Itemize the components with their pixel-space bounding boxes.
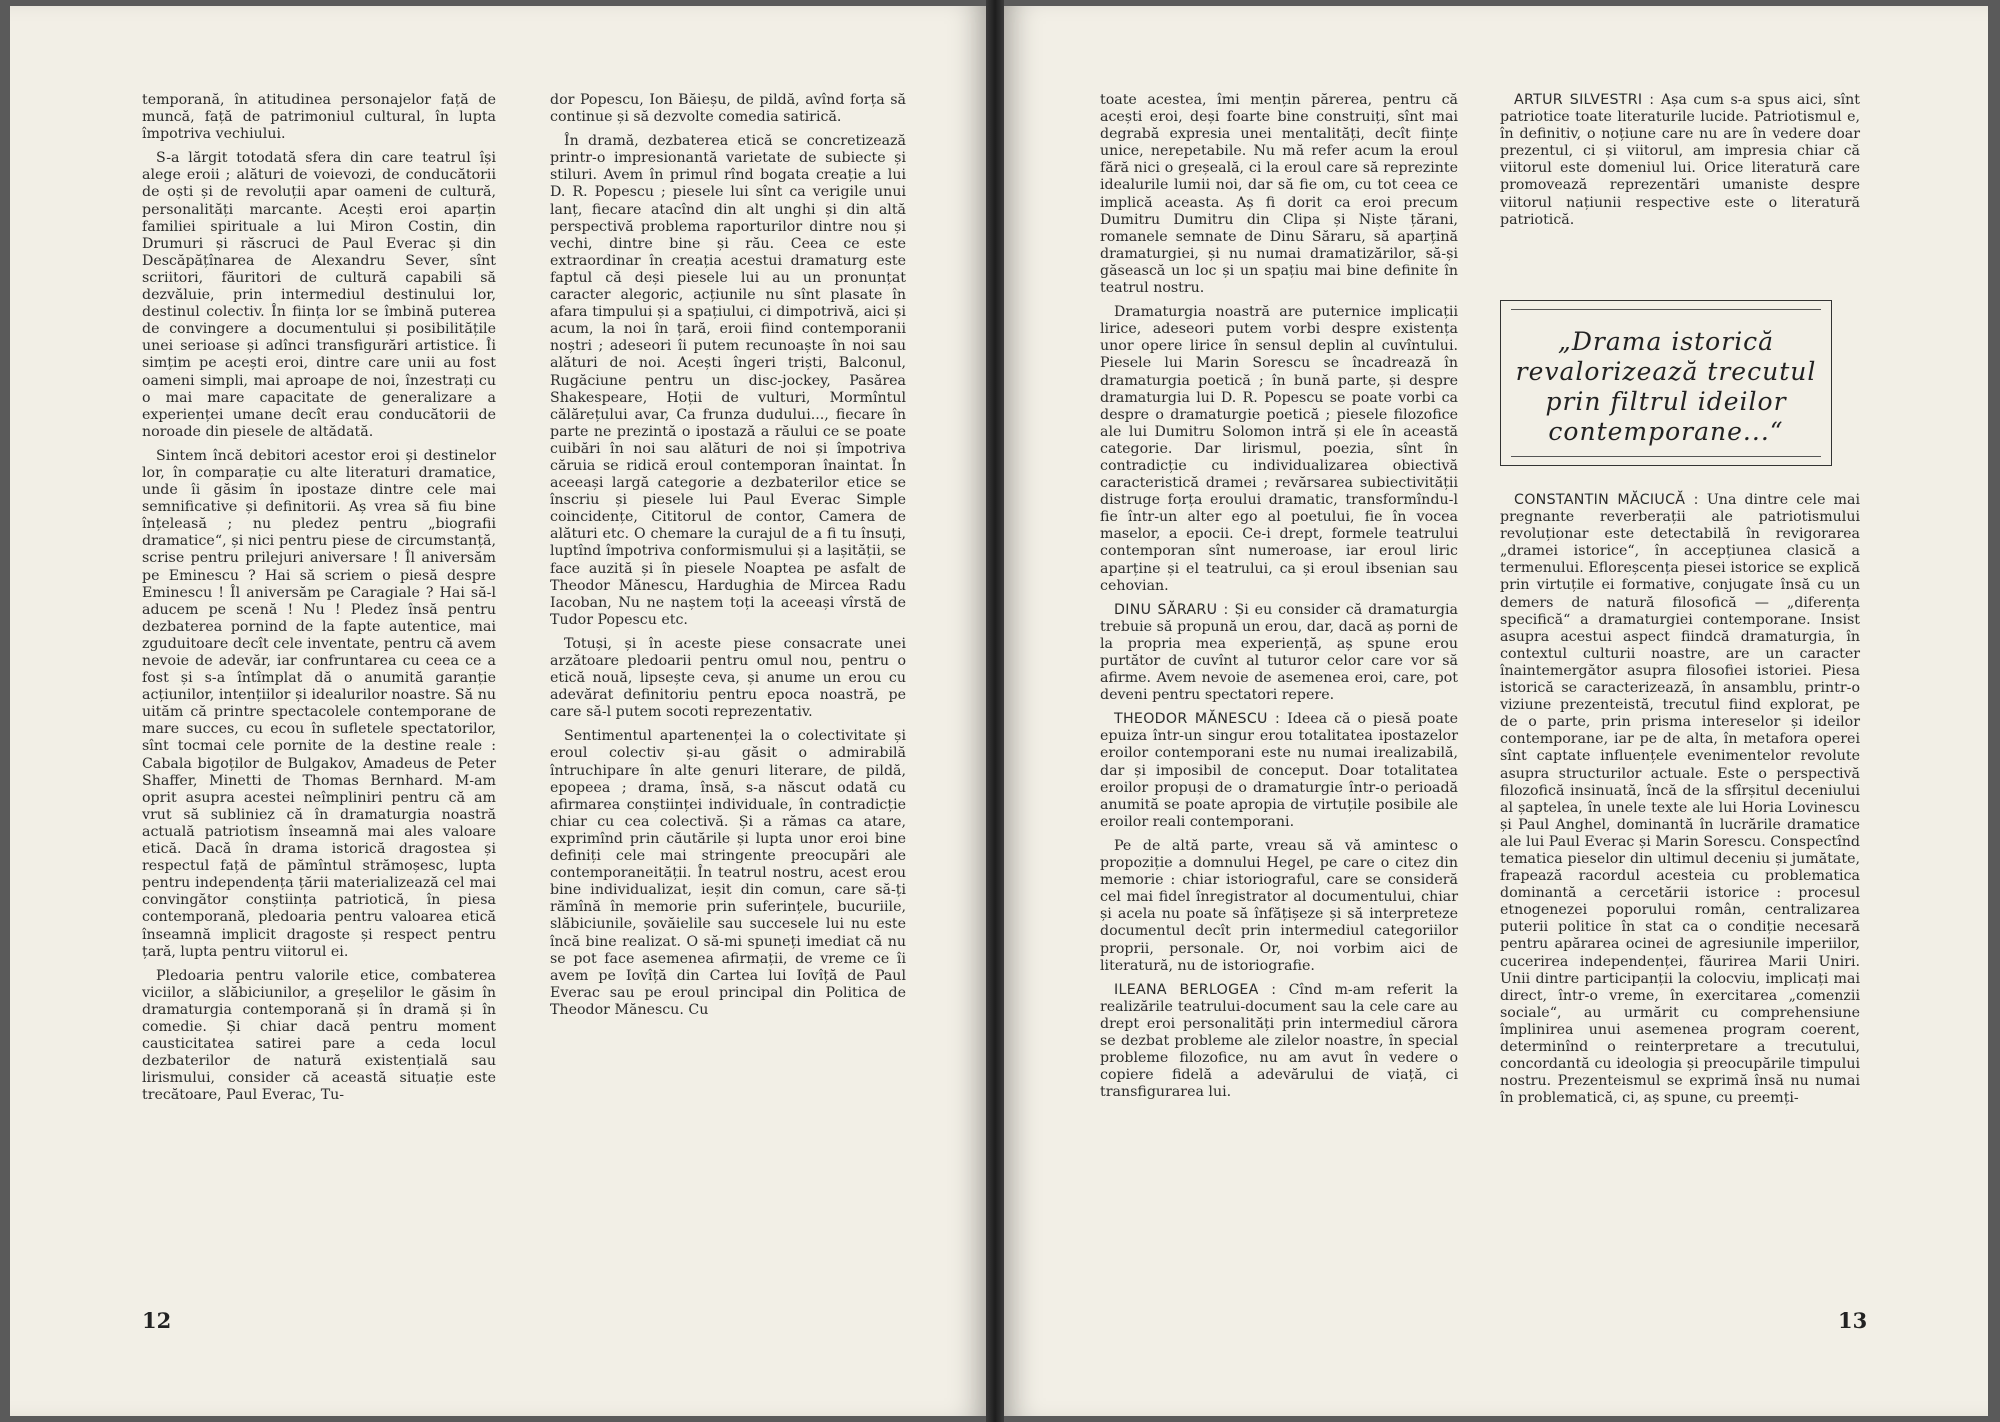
page-number-right: 13 [1838,1308,1868,1333]
speaker-name: THEODOR MĂNESCU : [1114,711,1281,728]
book-gutter [986,0,1004,1422]
speaker-name: ILEANA BERLOGEA : [1114,981,1277,998]
speaker-name: ARTUR SILVESTRI : [1514,92,1655,108]
speaker-text: Pe de altă parte, vreau să vă amintesc o propoziție a domnului Hegel, pe care o citez din memorie : chiar istoriograful, care se consideră cel mai fidel înregistrator al documentului, chiar și acela nu poate să înfățișeze și să interpreteze documentul decît prin intermediul categoriilor proprii, personale. Or, noi vorbim aici de literatură, nu de istoriografie. [1100,837,1458,974]
pull-quote: „Drama istorică revalorizează trecutul prin filtrul ideilor contemporane...“ [1515,327,1817,446]
speaker-text: Cînd m-am referit la realizările teatrului-document sau la cele care au drept eroi personalități prin intermediul cărora se dezbat probleme ale zilelor noastre, în special probleme filozofice, nu am avut în vedere o copiere fidelă a adevărului de viață, ci transfigurarea lui. [1100,981,1458,1101]
right-page-column-2-bottom [1500,492,1860,1114]
paragraph: Totuși, și în aceste piese consacrate unei arzătoare pledoarii pentru omul nou, pentru o etică nouă, lipsește ceva, și anume un erou cu adevărat definitoriu pentru epoca noastră, pe care să-l putem socoti reprezentativ. [550,635,906,721]
speaker-text: Și eu consider că dramaturgia trebuie să propună un erou, dar, dacă aș porni de la propria mea experiență, aș spune erou purtător de cuvînt al tuturor celor care vor să afirme. Avem nevoie de asemenea eroi, care, pot deveni pentru spectatori repere. [1100,601,1459,704]
paragraph: S-a lărgit totodată sfera din care teatrul își alege eroii ; alături de voievozi, de conducătorii de oști și de revoluții apar oameni de cultură, personalități marcante. Acești eroi aparțin familiei spirituale a lui Miron Costin, din Drumuri și răscruci de Paul Everac și din Descăpățînarea de Alexandru Sever, sînt scriitori, făuritori de cultură capabili să dezvăluie, prin intermediul destinului lor, destinul colectiv. În ființa lor se îmbină puterea de convingere a documentului și posibilitățile unei serioase și adînci transfigurări artistice. Îi simțim pe acești eroi, dintre care unii au fost oameni simpli, mai aproape de noi, înzestrați cu o mai mare capacitate de generalizare a experienței umane decît erau conducătorii de noroade din piesele de altădată. [142,150,496,440]
paragraph: Dramaturgia noastră are puternice implicații lirice, adeseori putem vorbi despre existența unor opere lirice în sensul deplin al cuvîntului. Piesele lui Marin Sorescu se încadrează în dramaturgia poetică ; în bună parte, și despre dramaturgia lui D. R. Popescu se poate vorbi ca despre o dramaturgie poetică ; piesele filozofice ale lui Dumitru Solomon intră și ele în această categorie. Dar lirismul, poezia, sînt în contradicție cu individualizarea obiectivă caracteristică dramei ; revărsarea subiectivității distruge forța eroului dramatic, transformîndu-l fie într-un alter ego al poetului, fie în vocea maselor, a epocii. Ce-i drept, formele teatrului contemporan sînt numeroase, iar eroul liric aparține și el teatrului, ca și eroul ibsenian sau cehovian. [1100,304,1458,594]
page-number-left: 12 [142,1308,172,1333]
left-page-column-1 [142,92,496,1111]
paragraph: toate acestea, îmi mențin părerea, pentru că acești eroi, deși foarte bine construiți, sînt mai degrabă expresia unei mentalități, decît ființe unice, nerepetabile. Nu mă refer acum la eroul fără nici o greșeală, ci la eroul care să reprezinte idealurile lumii noi, dar să fie om, cu tot ceea ce implică aceasta. Aș fi dorit ca eroi precum Dumitru Dumitru din Clipa și Niște țărani, romanele semnate de Dinu Săraru, să aparțină dramaturgiei, și nu numai dramatizărilor, să-și găsească un loc și un spațiu mai bine definite în teatrul nostru. [1100,92,1458,297]
paragraph: Pledoaria pentru valorile etice, combaterea viciilor, a slăbiciunilor, a greșelilor le găsim în dramaturgia contemporană și în dramă și în comedie. Și chiar dacă pentru moment causticitatea satirei pare a ceda locul dezbaterilor de natură existențială sau lirismului, consider că această situație este trecătoare, Paul Everac, Tu- [142,967,496,1104]
speaker-paragraph [1500,92,1860,229]
paragraph: Sintem încă debitori acestor eroi și destinelor lor, în comparație cu alte literaturi dramatice, unde îi găsim în ipostaze dintre cele mai semnificative și definitorii. Aș vrea să fiu bine înțeleasă ; nu pledez pentru „biografii dramatice“, și nici pentru piese de circumstanță, scrise pentru prilejuri aniversare ! Îl aniversăm pe Eminescu ? Hai să scriem o piesă despre Eminescu ! Îl aniversăm pe Caragiale ? Hai să-l aducem pe scenă ! Nu ! Pledez însă pentru dezbaterea pornind de la fapte autentice, mai zguduitoare decît cele inventate, pentru că avem nevoie de adevăr, iar confruntarea cu ceea ce a fost și s-a întîmplat dă o anumită garanție acțiunilor, intențiilor și idealurilor noastre. Să nu uităm că printre spectacolele contemporane de mare succes, cu ecou în sufletele spectatorilor, sînt tocmai cele pornite de la destine reale : Cabala bigoților de Bulgakov, Amadeus de Peter Shaffer, Minetti de Thomas Bernhard. M-am oprit asupra acestei neîmpliniri pentru că am vrut să subliniez că în dramaturgia noastră actuală patriotism înseamnă mai ales valoare etică. Dacă în drama istorică dragostea și respectul față de pămîntul strămoșesc, lupta pentru independența țării materializează cel mai convingător conștiința patriotică, în piesa contemporană, pledoaria pentru valoarea etică înseamnă implicit dragoste și respect pentru țară, lupta pentru viitorul ei. [142,447,496,960]
paragraph: temporană, în atitudinea personajelor față de muncă, față de patrimoniul cultural, în lupta împotriva vechiului. [142,92,496,143]
right-page-column-2-top [1500,92,1860,236]
speaker-name: DINU SĂRARU : [1114,601,1229,618]
speaker-text: Așa cum s-a spus aici, sînt patriotice toate literaturile lucide. Patriotismul e, în definitiv, o noțiune care nu are în vedere doar prezentul, ci și viitorul, am impresia chiar că viitorul este domeniul lui. Orice literatură care promovează reprezentări umaniste despre viitorul națiunii respective este o literatură patriotică. [1500,92,1861,228]
speaker-paragraph [1100,982,1458,1102]
paragraph [1100,838,1458,975]
pull-quote-box [1500,300,1832,466]
speaker-paragraph [1500,492,1860,1107]
speaker-text: Ideea că o piesă poate epuiza într-un singur erou totalitatea ipostazelor eroilor contemporani este nu numai irealizabilă, dar și imposibil de conceput. Doar totalitatea eroilor propuși de o dramaturgie într-o perioadă anumită se poate apropia de virtuțile posibile ale eroilor reali contemporani. [1100,711,1459,830]
right-page-column-1 [1100,92,1458,1108]
speaker-paragraph [1100,711,1458,831]
paragraph: dor Popescu, Ion Băieșu, de pildă, avînd forța să continue și să dezvolte comedia satirică. [550,92,906,126]
speaker-paragraph [1100,602,1458,705]
paragraph: În dramă, dezbaterea etică se concretizează printr-o impresionantă varietate de subiecte și stiluri. Avem în primul rînd bogata creație a lui D. R. Popescu ; piesele lui sînt ca verigile unui lanț, fiecare atacînd din alt unghi și din altă perspectivă problema raporturilor dintre nou și vechi, dintre bine și rău. Ceea ce este extraordinar în creația acestui dramaturg este faptul că deși piesele lui au un pronunțat caracter alegoric, acțiunile nu sînt plasate în afara timpului și a spațiului, ci dimpotrivă, aici și acum, la noi în țară, eroii fiind contemporanii noștri ; adeseori îi putem recunoaște în noi sau alături de noi. Acești îngeri triști, Balconul, Rugăciune pentru un disc-jockey, Pasărea Shakespeare, Hoții de vulturi, Mormîntul călărețului avar, Ca frunza dudului..., fiecare în parte ne prezintă o ipostază a răului ce se poate cuibări în noi sau alături de noi și împotriva căruia se ridică eroul contemporan înaintat. În aceeași largă categorie a dezbaterilor etice se înscriu și piesele lui Paul Everac Simple coincidențe, Cititorul de contor, Camera de alături etc. O chemare la curajul de a fi tu însuți, luptînd împotriva conformismului și a lașității, se face auzită și în piesele Noaptea pe asfalt de Theodor Mănescu, Hardughia de Mircea Radu Iacoban, Nu ne naștem toți la aceeași vîrstă de Tudor Popescu etc. [550,133,906,628]
left-page-column-2 [550,92,906,1026]
speaker-text: Una dintre cele mai pregnante reverberații ale patriotismului revoluționar este detectabilă în revigorarea „dramei istorice“, în accepțiunea clasică a termenului. Efloreșcența piesei istorice se explică prin virtuțile ei formative, conjugate însă cu un demers de natură filosofică — „diferența specifică“ a dramaturgiei contemporane. Insist asupra acestui aspect fiindcă dramaturgia, în contextul culturii noastre, are un caracter înaintemergător asupra filosofiei istoriei. Piesa istorică se caracterizează, în ansamblu, printr-o viziune prezenteistă, trecutul fiind explorat, pe de o parte, prin prisma intereselor și ideilor contemporane, iar pe de alta, în metafora operei sînt captate influențele evenimentelor revolute asupra structurilor actuale. Este o perspectivă filozofică insinuată, încă de la sfîrșitul deceniului al șaptelea, în unele texte ale lui Horia Lovinescu și Paul Anghel, dominantă în lucrările dramatice ale lui Paul Everac și Marin Sorescu. Conspectînd tematica pieselor din ultimul deceniu și jumătate, frapează racordul acesteia cu problematica dominantă a cercetării istorice : procesul etnogenezei poporului român, centralizarea puterii politice în stat ca o condiție necesară pentru apărarea ocinei de agresiunile imperiilor, cucerirea independenței, făurirea Marii Uniri. Unii dintre participanții la colocviu, implicați mai direct, într-o vreme, în exercitarea „comenzii sociale“, au urmărit cu comprehensiune împlinirea unui asemenea program coerent, determinînd o reinterpretare a trecutului, concordantă cu ideologia și preocupările timpului nostru. Prezenteismul se exprimă însă nu numai în problematică, ci, aș spune, cu preemți- [1500,492,1860,1107]
speaker-name: CONSTANTIN MĂCIUCĂ : [1514,492,1699,508]
paragraph: Sentimentul apartenenței la o colectivitate și eroul colectiv și-au găsit o admirabilă întruchipare în alte genuri literare, de pildă, epopeea ; drama, însă, s-a născut odată cu afirmarea conștiinței individuale, în contradicție chiar cu cea colectivă. Și a rămas ca atare, exprimînd prin căutările și lupta unor eroi bine definiți cele mai stringente preocupări ale contemporaneității. În teatrul nostru, acest erou bine individualizat, ieșit din comun, care să-ți rămînă în memorie prin suferințele, bucuriile, slăbiciunile, șovăielile sau succesele lui nu este încă bine realizat. O să-mi spuneți imediat că nu se pot face asemenea afirmații, de vreme ce îi avem pe Iovîță din Cartea lui Iovîță de Paul Everac sau pe eroul principal din Politica de Theodor Mănescu. Cu [550,728,906,1018]
